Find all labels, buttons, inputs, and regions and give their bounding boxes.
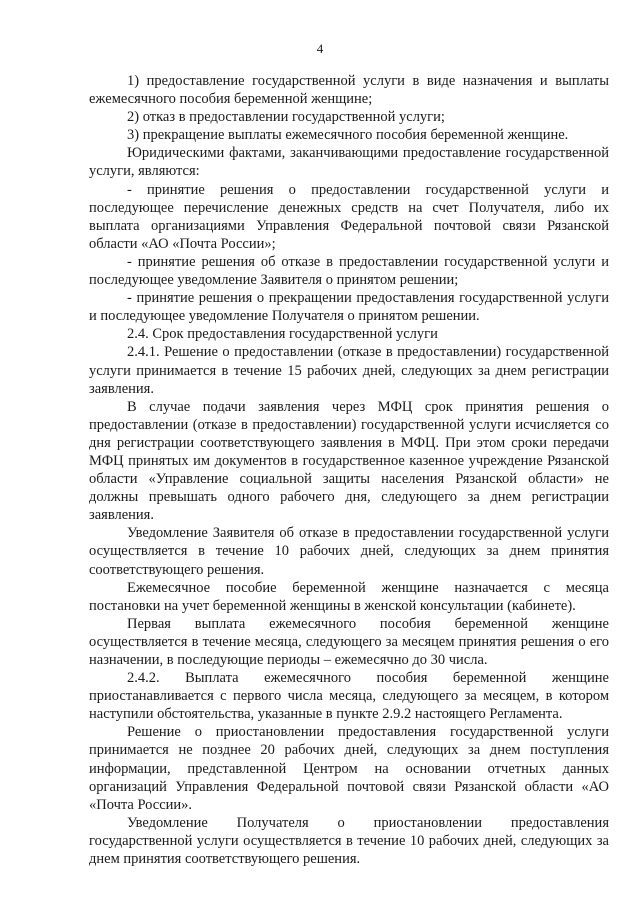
paragraph-2-4-2: 2.4.2. Выплата ежемесячного пособия беременной женщине приостанавливается с первого числа месяца, следующего за месяцем, в котором наступили обстоятельства, указанные в пункте 2.9.2 настоящего Регламента.	[89, 670, 609, 723]
document-body	[89, 72, 609, 868]
paragraph-suspension-decision: Решение о приостановлении предоставления государственной услуги принимается не позднее 20 рабочих дней, следующих за днем поступления информации, представленной Центром на основании отчетных данных организаций Управления Федеральной почтовой связи Рязанской области «АО «Почта России».	[89, 724, 609, 813]
paragraph-result-1: 1) предоставление государственной услуги в виде назначения и выплаты ежемесячного пособия беременной женщине;	[89, 73, 609, 108]
paragraph-result-2: 2) отказ в предоставлении государственной услуги;	[127, 109, 445, 126]
section-heading-2-4: 2.4. Срок предоставления государственной услуги	[127, 326, 438, 343]
paragraph-2-4-1: 2.4.1. Решение о предоставлении (отказе в предоставлении) государственной услуги принимается в течение 15 рабочих дней, следующих за днем регистрации заявления.	[89, 344, 609, 397]
paragraph-suspension-notice: Уведомление Получателя о приостановлении предоставления государственной услуги осуществляется в течение 10 рабочих дней, следующих за днем принятия соответствующего решения.	[89, 814, 609, 868]
paragraph-allowance-assignment: Ежемесячное пособие беременной женщине назначается с месяца постановки на учет беременной женщины в женской консультации (кабинете).	[89, 579, 609, 614]
paragraph-legal-fact-1: - принятие решения о предоставлении государственной услуги и последующее перечисление денежных средств на счет Получателя, либо их выплата организациями Управления Федеральной почтовой связи Рязанской области «АО «Почта России»;	[89, 181, 609, 252]
paragraph-legal-facts: Юридическими фактами, заканчивающими предоставление государственной услуги, являются:	[89, 145, 609, 180]
paragraph-result-3: 3) прекращение выплаты ежемесячного пособия беременной женщине.	[127, 127, 569, 144]
paragraph-legal-fact-3: - принятие решения о прекращении предоставления государственной услуги и последующее уведомление Получателя о принятом решении.	[89, 290, 609, 325]
paragraph-first-payment: Первая выплата ежемесячного пособия беременной женщине осуществляется в течение месяца, следующего за месяцем принятия решения о его назначении, в последующие периоды – ежемесячно до 30 числа.	[89, 615, 609, 668]
paragraph-refusal-notice: Уведомление Заявителя об отказе в предоставлении государственной услуги осуществляется в течение 10 рабочих дней, следующих за днем принятия соответствующего решения.	[89, 525, 609, 578]
paragraph-legal-fact-2: - принятие решения об отказе в предоставлении государственной услуги и последующее уведомление Заявителя о принятом решении;	[89, 253, 609, 289]
paragraph-mfc-deadline: В случае подачи заявления через МФЦ срок принятия решения о предоставлении (отказе в предоставлении) государственной услуги исчисляется со дня регистрации соответствующего заявления в МФЦ. При этом сроки передачи МФЦ принятых им документов в государственное казенное учреждение Рязанской области «Управление социальной защиты населения Рязанской области» не должны превышать одного рабочего дня, следующего за днем регистрации заявления.	[89, 398, 609, 524]
page-number: 4	[316, 41, 324, 56]
